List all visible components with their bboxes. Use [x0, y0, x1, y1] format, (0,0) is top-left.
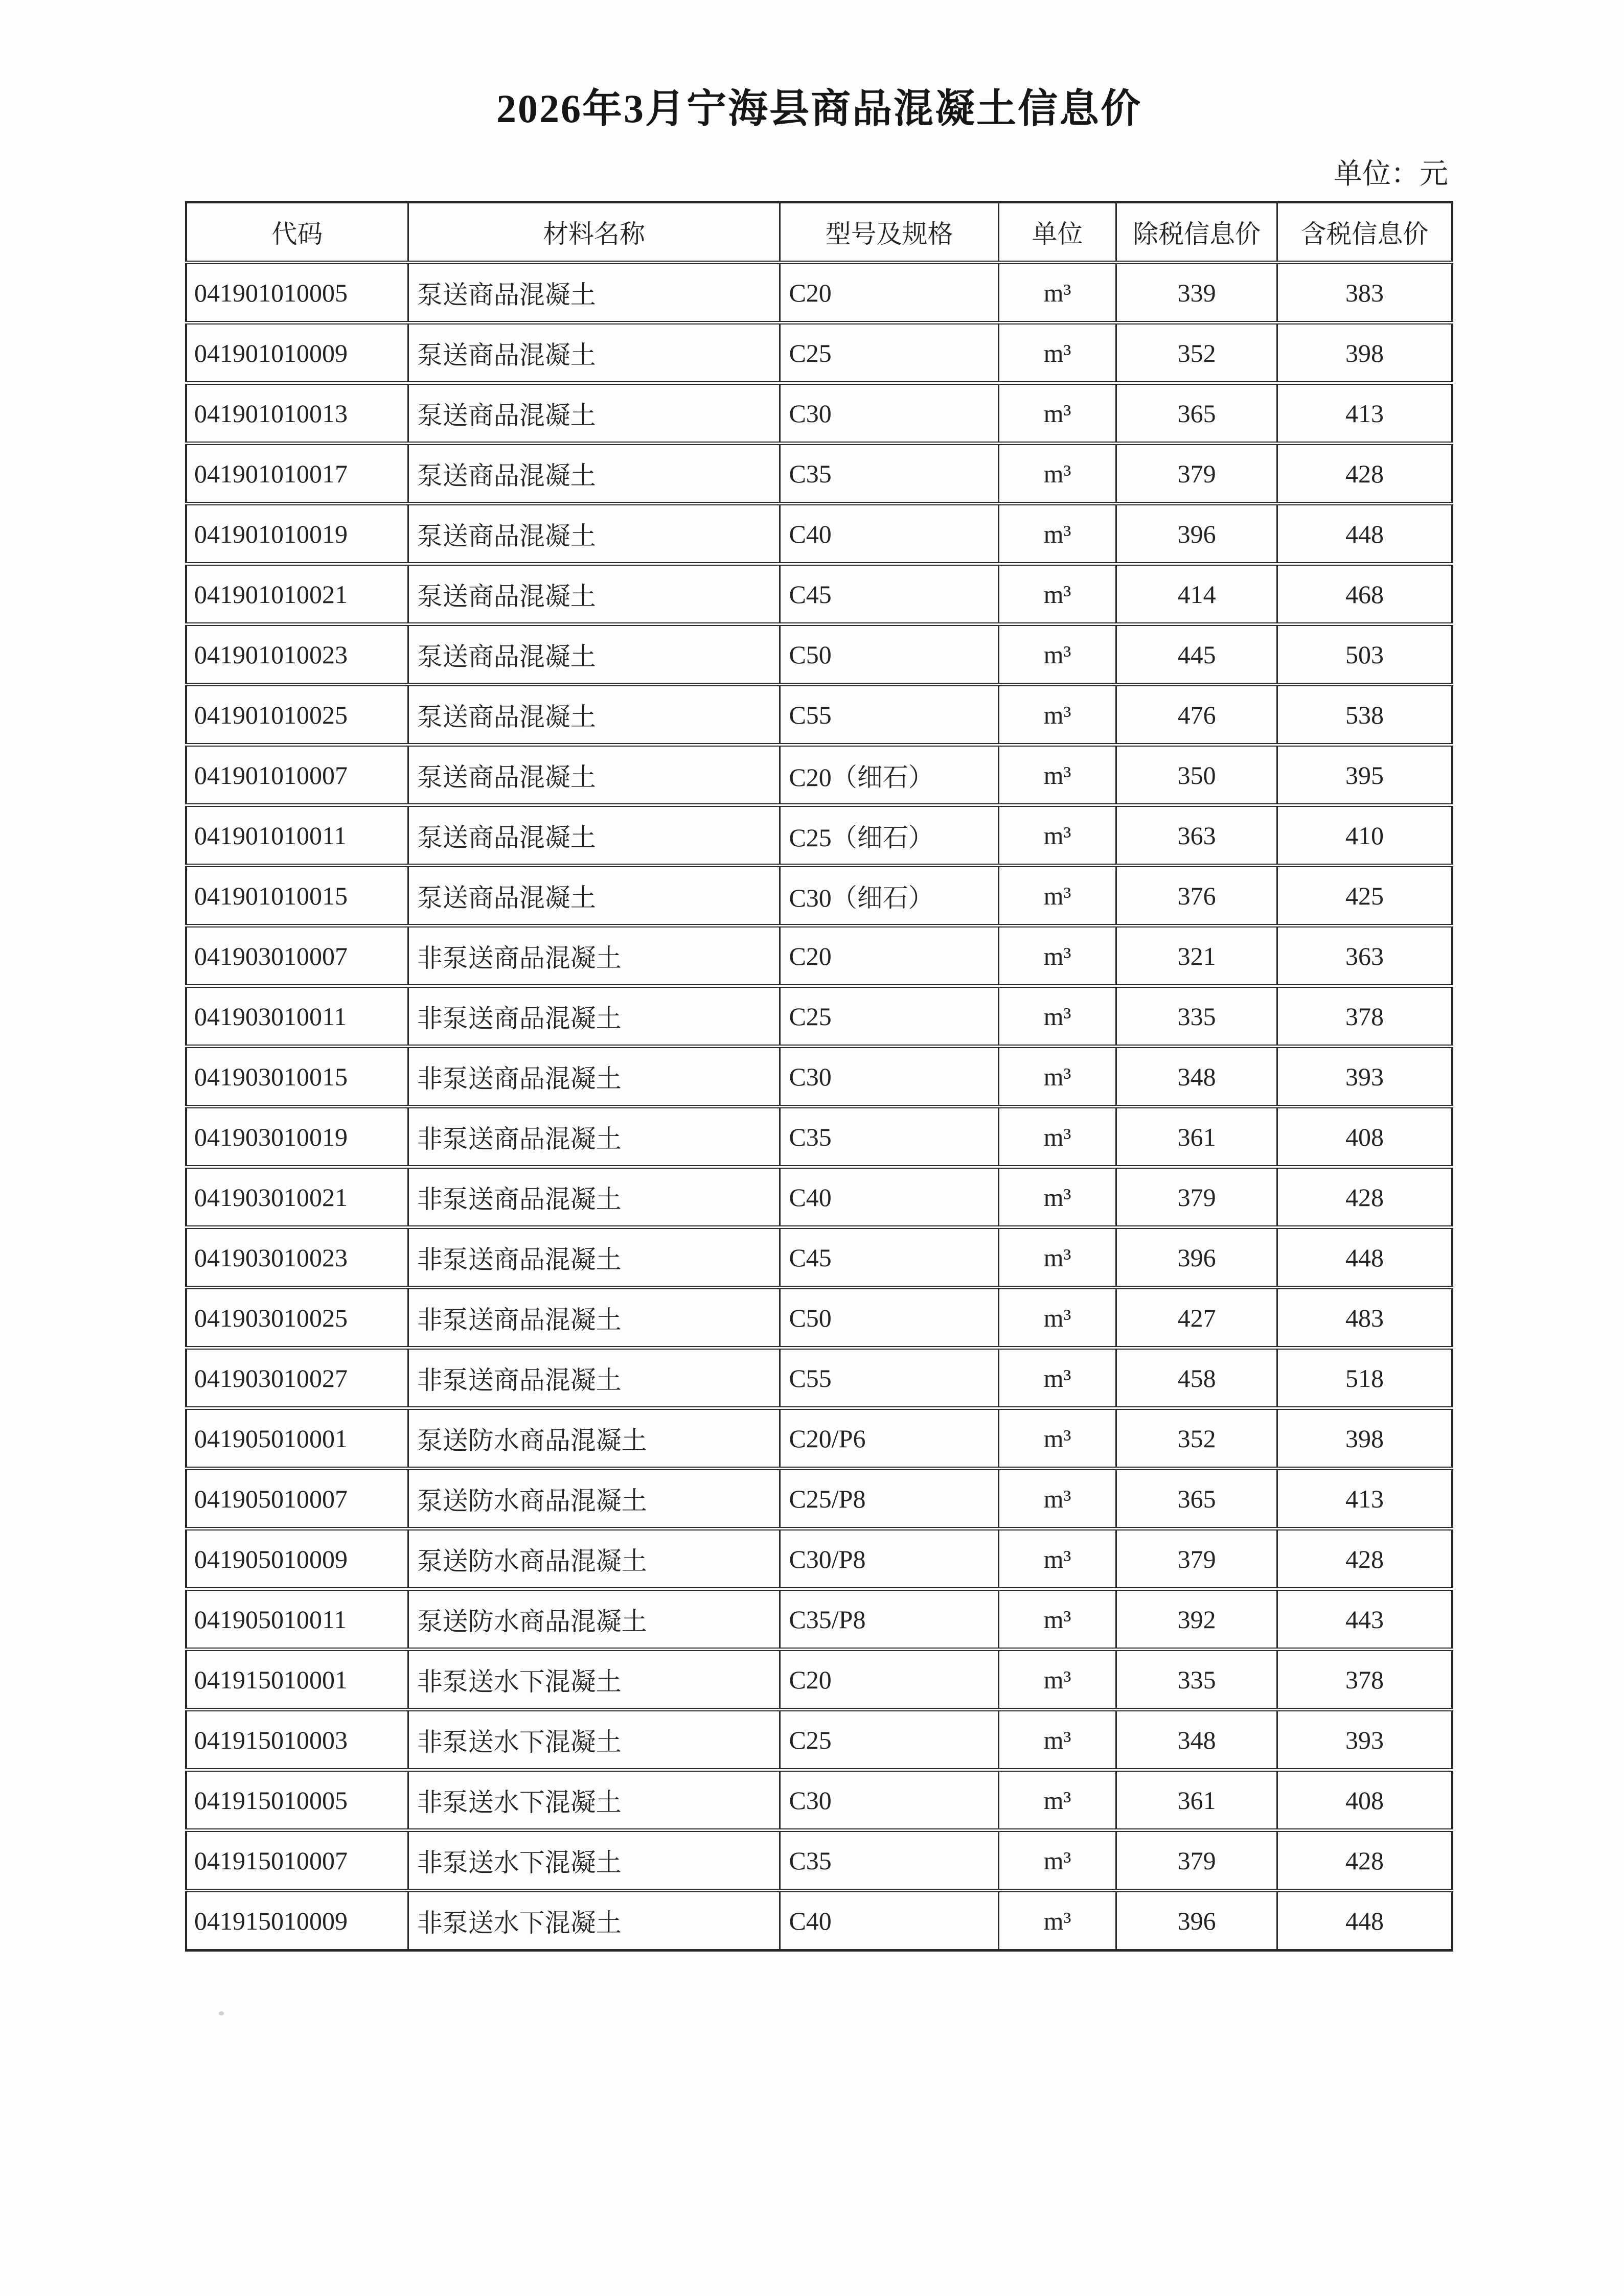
table-row — [186, 745, 1452, 805]
cell-price_ex_tax: 396 — [1116, 1891, 1277, 1951]
cell-price_inc_tax: 393 — [1277, 1047, 1452, 1107]
cell-spec: C40 — [780, 504, 998, 564]
cell-price_ex_tax: 361 — [1116, 1107, 1277, 1167]
cell-code: 041915010003 — [186, 1710, 408, 1770]
cell-price_inc_tax: 428 — [1277, 1830, 1452, 1891]
cell-price_inc_tax: 538 — [1277, 685, 1452, 745]
table-row — [186, 1650, 1452, 1710]
cell-price_ex_tax: 379 — [1116, 1830, 1277, 1891]
cell-price_inc_tax: 468 — [1277, 564, 1452, 624]
table-row — [186, 1167, 1452, 1227]
cell-price_ex_tax: 365 — [1116, 1469, 1277, 1529]
cell-price_inc_tax: 428 — [1277, 1167, 1452, 1227]
cell-price_ex_tax: 348 — [1116, 1710, 1277, 1770]
cell-name: 泵送防水商品混凝土 — [408, 1589, 780, 1650]
cell-price_ex_tax: 350 — [1116, 745, 1277, 805]
table-row — [186, 805, 1452, 866]
cell-spec: C55 — [780, 685, 998, 745]
cell-unit: m³ — [998, 323, 1116, 383]
table-row — [186, 986, 1452, 1047]
price-table — [185, 201, 1453, 1952]
cell-price_ex_tax: 379 — [1116, 1167, 1277, 1227]
unit-note: 单位：元 — [1334, 158, 1448, 190]
cell-name: 非泵送商品混凝土 — [408, 986, 780, 1047]
cell-price_ex_tax: 365 — [1116, 383, 1277, 444]
cell-code: 041901010017 — [186, 444, 408, 504]
cell-spec: C35 — [780, 1107, 998, 1167]
table-row — [186, 1529, 1452, 1589]
cell-price_inc_tax: 428 — [1277, 444, 1452, 504]
cell-code: 041905010007 — [186, 1469, 408, 1529]
cell-name: 非泵送水下混凝土 — [408, 1770, 780, 1830]
table-row — [186, 1589, 1452, 1650]
cell-code: 041915010005 — [186, 1770, 408, 1830]
cell-price_ex_tax: 376 — [1116, 866, 1277, 926]
cell-price_ex_tax: 335 — [1116, 986, 1277, 1047]
cell-unit: m³ — [998, 564, 1116, 624]
cell-price_inc_tax: 443 — [1277, 1589, 1452, 1650]
cell-unit: m³ — [998, 1469, 1116, 1529]
cell-unit: m³ — [998, 866, 1116, 926]
cell-name: 非泵送商品混凝土 — [408, 1227, 780, 1288]
cell-unit: m³ — [998, 1589, 1116, 1650]
cell-unit: m³ — [998, 1288, 1116, 1348]
cell-name: 非泵送水下混凝土 — [408, 1891, 780, 1951]
cell-code: 041901010007 — [186, 745, 408, 805]
cell-code: 041901010019 — [186, 504, 408, 564]
cell-spec: C50 — [780, 624, 998, 685]
cell-name: 泵送商品混凝土 — [408, 805, 780, 866]
cell-spec: C25/P8 — [780, 1469, 998, 1529]
cell-unit: m³ — [998, 624, 1116, 685]
cell-name: 泵送商品混凝土 — [408, 383, 780, 444]
cell-spec: C20 — [780, 926, 998, 986]
cell-price_ex_tax: 396 — [1116, 1227, 1277, 1288]
cell-price_inc_tax: 483 — [1277, 1288, 1452, 1348]
cell-unit: m³ — [998, 1891, 1116, 1951]
cell-price_inc_tax: 395 — [1277, 745, 1452, 805]
cell-name: 泵送防水商品混凝土 — [408, 1408, 780, 1469]
cell-code: 041901010005 — [186, 263, 408, 323]
cell-price_ex_tax: 352 — [1116, 323, 1277, 383]
cell-unit: m³ — [998, 263, 1116, 323]
cell-price_inc_tax: 363 — [1277, 926, 1452, 986]
cell-unit: m³ — [998, 926, 1116, 986]
cell-price_inc_tax: 408 — [1277, 1770, 1452, 1830]
cell-price_inc_tax: 448 — [1277, 504, 1452, 564]
cell-spec: C30 — [780, 383, 998, 444]
cell-name: 泵送防水商品混凝土 — [408, 1469, 780, 1529]
table-row — [186, 1891, 1452, 1951]
cell-price_ex_tax: 392 — [1116, 1589, 1277, 1650]
cell-unit: m³ — [998, 383, 1116, 444]
table-row — [186, 926, 1452, 986]
cell-spec: C30 — [780, 1047, 998, 1107]
cell-price_ex_tax: 361 — [1116, 1770, 1277, 1830]
table-row — [186, 1348, 1452, 1408]
cell-spec: C20（细石） — [780, 745, 998, 805]
cell-code: 041905010011 — [186, 1589, 408, 1650]
table-row — [186, 263, 1452, 323]
table-row — [186, 1830, 1452, 1891]
cell-spec: C20 — [780, 1650, 998, 1710]
cell-spec: C25 — [780, 323, 998, 383]
cell-spec: C30（细石） — [780, 866, 998, 926]
cell-code: 041903010015 — [186, 1047, 408, 1107]
cell-price_inc_tax: 393 — [1277, 1710, 1452, 1770]
table-row — [186, 685, 1452, 745]
cell-name: 泵送商品混凝土 — [408, 745, 780, 805]
cell-unit: m³ — [998, 1107, 1116, 1167]
table-row — [186, 1227, 1452, 1288]
cell-code: 041903010007 — [186, 926, 408, 986]
table-row — [186, 1770, 1452, 1830]
cell-name: 非泵送商品混凝土 — [408, 926, 780, 986]
column-header-spec: 型号及规格 — [780, 202, 998, 263]
cell-price_ex_tax: 414 — [1116, 564, 1277, 624]
cell-code: 041903010011 — [186, 986, 408, 1047]
cell-name: 非泵送商品混凝土 — [408, 1348, 780, 1408]
column-header-price_inc_tax: 含税信息价 — [1277, 202, 1452, 263]
cell-name: 泵送商品混凝土 — [408, 323, 780, 383]
table-row — [186, 866, 1452, 926]
cell-price_inc_tax: 413 — [1277, 383, 1452, 444]
cell-price_inc_tax: 413 — [1277, 1469, 1452, 1529]
cell-price_inc_tax: 378 — [1277, 986, 1452, 1047]
cell-unit: m³ — [998, 1650, 1116, 1710]
cell-spec: C45 — [780, 1227, 998, 1288]
cell-code: 041901010011 — [186, 805, 408, 866]
cell-code: 041901010009 — [186, 323, 408, 383]
column-header-price_ex_tax: 除税信息价 — [1116, 202, 1277, 263]
cell-name: 非泵送商品混凝土 — [408, 1288, 780, 1348]
table-header — [186, 202, 1452, 263]
cell-price_inc_tax: 503 — [1277, 624, 1452, 685]
cell-unit: m³ — [998, 1529, 1116, 1589]
cell-price_ex_tax: 348 — [1116, 1047, 1277, 1107]
cell-spec: C20/P6 — [780, 1408, 998, 1469]
cell-price_ex_tax: 321 — [1116, 926, 1277, 986]
cell-price_inc_tax: 378 — [1277, 1650, 1452, 1710]
cell-code: 041915010009 — [194, 1906, 348, 1935]
table-row — [186, 444, 1452, 504]
cell-spec: C30 — [780, 1770, 998, 1830]
cell-name: 泵送商品混凝土 — [408, 444, 780, 504]
cell-code: 041903010021 — [186, 1167, 408, 1227]
cell-name: 非泵送水下混凝土 — [408, 1710, 780, 1770]
cell-price_inc_tax: 428 — [1277, 1529, 1452, 1589]
cell-name: 泵送商品混凝土 — [408, 685, 780, 745]
cell-unit: m³ — [998, 685, 1116, 745]
cell-code: 041903010019 — [186, 1107, 408, 1167]
cell-code: 041901010023 — [186, 624, 408, 685]
cell-unit: m³ — [998, 745, 1116, 805]
table-row — [186, 564, 1452, 624]
cell-code: 041915010007 — [186, 1830, 408, 1891]
cell-spec: C55 — [780, 1348, 998, 1408]
cell-unit: m³ — [998, 1047, 1116, 1107]
cell-name: 泵送商品混凝土 — [408, 504, 780, 564]
cell-price_inc_tax: 398 — [1277, 323, 1452, 383]
cell-price_inc_tax: 398 — [1277, 1408, 1452, 1469]
cell-price_ex_tax: 458 — [1116, 1348, 1277, 1408]
cell-spec: C40 — [780, 1891, 998, 1951]
cell-price_inc_tax: 448 — [1277, 1227, 1452, 1288]
cell-price_ex_tax: 339 — [1116, 263, 1277, 323]
table-row — [186, 504, 1452, 564]
cell-code: 041905010009 — [186, 1529, 408, 1589]
cell-code: 041901010015 — [186, 866, 408, 926]
table-body — [186, 263, 1452, 1951]
cell-name: 非泵送水下混凝土 — [408, 1650, 780, 1710]
table-row — [186, 624, 1452, 685]
table-row — [186, 323, 1452, 383]
cell-spec: C35 — [780, 1830, 998, 1891]
cell-price_ex_tax: 396 — [1116, 504, 1277, 564]
cell-spec: C35 — [780, 444, 998, 504]
table-row — [186, 1710, 1452, 1770]
cell-spec: C25（细石） — [780, 805, 998, 866]
cell-spec: C20 — [780, 263, 998, 323]
cell-name: 泵送商品混凝土 — [408, 263, 780, 323]
cell-spec: C40 — [780, 1167, 998, 1227]
table-row — [186, 383, 1452, 444]
cell-unit: m³ — [998, 986, 1116, 1047]
column-header-code: 代码 — [186, 202, 408, 263]
cell-code: 041903010023 — [186, 1227, 408, 1288]
cell-code: 041903010027 — [186, 1348, 408, 1408]
cell-price_ex_tax: 335 — [1116, 1650, 1277, 1710]
table-row — [186, 1469, 1452, 1529]
cell-spec: C45 — [780, 564, 998, 624]
cell-price_inc_tax: 408 — [1277, 1107, 1452, 1167]
cell-price_inc_tax: 383 — [1277, 263, 1452, 323]
cell-unit: m³ — [998, 805, 1116, 866]
cell-unit: m³ — [998, 1710, 1116, 1770]
cell-spec: C35/P8 — [780, 1589, 998, 1650]
cell-spec: C25 — [780, 986, 998, 1047]
table-row — [186, 1408, 1452, 1469]
cell-unit: m³ — [998, 504, 1116, 564]
cell-code: 041901010013 — [186, 383, 408, 444]
cell-price_ex_tax: 352 — [1116, 1408, 1277, 1469]
cell-name: 非泵送水下混凝土 — [408, 1830, 780, 1891]
cell-price_ex_tax: 363 — [1116, 805, 1277, 866]
cell-name: 泵送商品混凝土 — [408, 624, 780, 685]
cell-spec: C50 — [780, 1288, 998, 1348]
cell-price_ex_tax: 445 — [1116, 624, 1277, 685]
cell-price_inc_tax: 410 — [1277, 805, 1452, 866]
cell-name: 非泵送商品混凝土 — [408, 1047, 780, 1107]
cell-price_ex_tax: 379 — [1116, 1529, 1277, 1589]
cell-price_ex_tax: 476 — [1116, 685, 1277, 745]
cell-unit: m³ — [998, 1227, 1116, 1288]
cell-name: 非泵送商品混凝土 — [408, 1167, 780, 1227]
cell-price_inc_tax: 518 — [1277, 1348, 1452, 1408]
column-header-name: 材料名称 — [408, 202, 780, 263]
header-row — [186, 202, 1452, 263]
cell-code: 041901010021 — [186, 564, 408, 624]
cell-unit: m³ — [998, 1167, 1116, 1227]
cell-unit: m³ — [998, 1770, 1116, 1830]
cell-code: 041915010001 — [186, 1650, 408, 1710]
cell-unit: m³ — [998, 1408, 1116, 1469]
cell-spec: C25 — [780, 1710, 998, 1770]
cell-price_inc_tax: 425 — [1277, 866, 1452, 926]
table-row — [186, 1288, 1452, 1348]
cell-price_inc_tax: 448 — [1277, 1891, 1452, 1951]
cell-unit: m³ — [998, 1348, 1116, 1408]
scan-artifact-dot — [219, 2011, 224, 2015]
column-header-unit: 单位 — [998, 202, 1116, 263]
document-title: 2026年3月宁海县商品混凝土信息价 — [496, 86, 1142, 131]
cell-price_ex_tax: 379 — [1116, 444, 1277, 504]
table-row — [186, 1047, 1452, 1107]
cell-code: 041903010025 — [186, 1288, 408, 1348]
cell-name: 泵送商品混凝土 — [408, 866, 780, 926]
table-row — [186, 1107, 1452, 1167]
cell-name: 泵送防水商品混凝土 — [408, 1529, 780, 1589]
cell-unit: m³ — [998, 1830, 1116, 1891]
cell-unit: m³ — [998, 444, 1116, 504]
cell-name: 泵送商品混凝土 — [408, 564, 780, 624]
cell-code: 041905010001 — [186, 1408, 408, 1469]
cell-price_ex_tax: 427 — [1116, 1288, 1277, 1348]
cell-code: 041901010025 — [186, 685, 408, 745]
cell-name: 非泵送商品混凝土 — [408, 1107, 780, 1167]
cell-spec: C30/P8 — [780, 1529, 998, 1589]
